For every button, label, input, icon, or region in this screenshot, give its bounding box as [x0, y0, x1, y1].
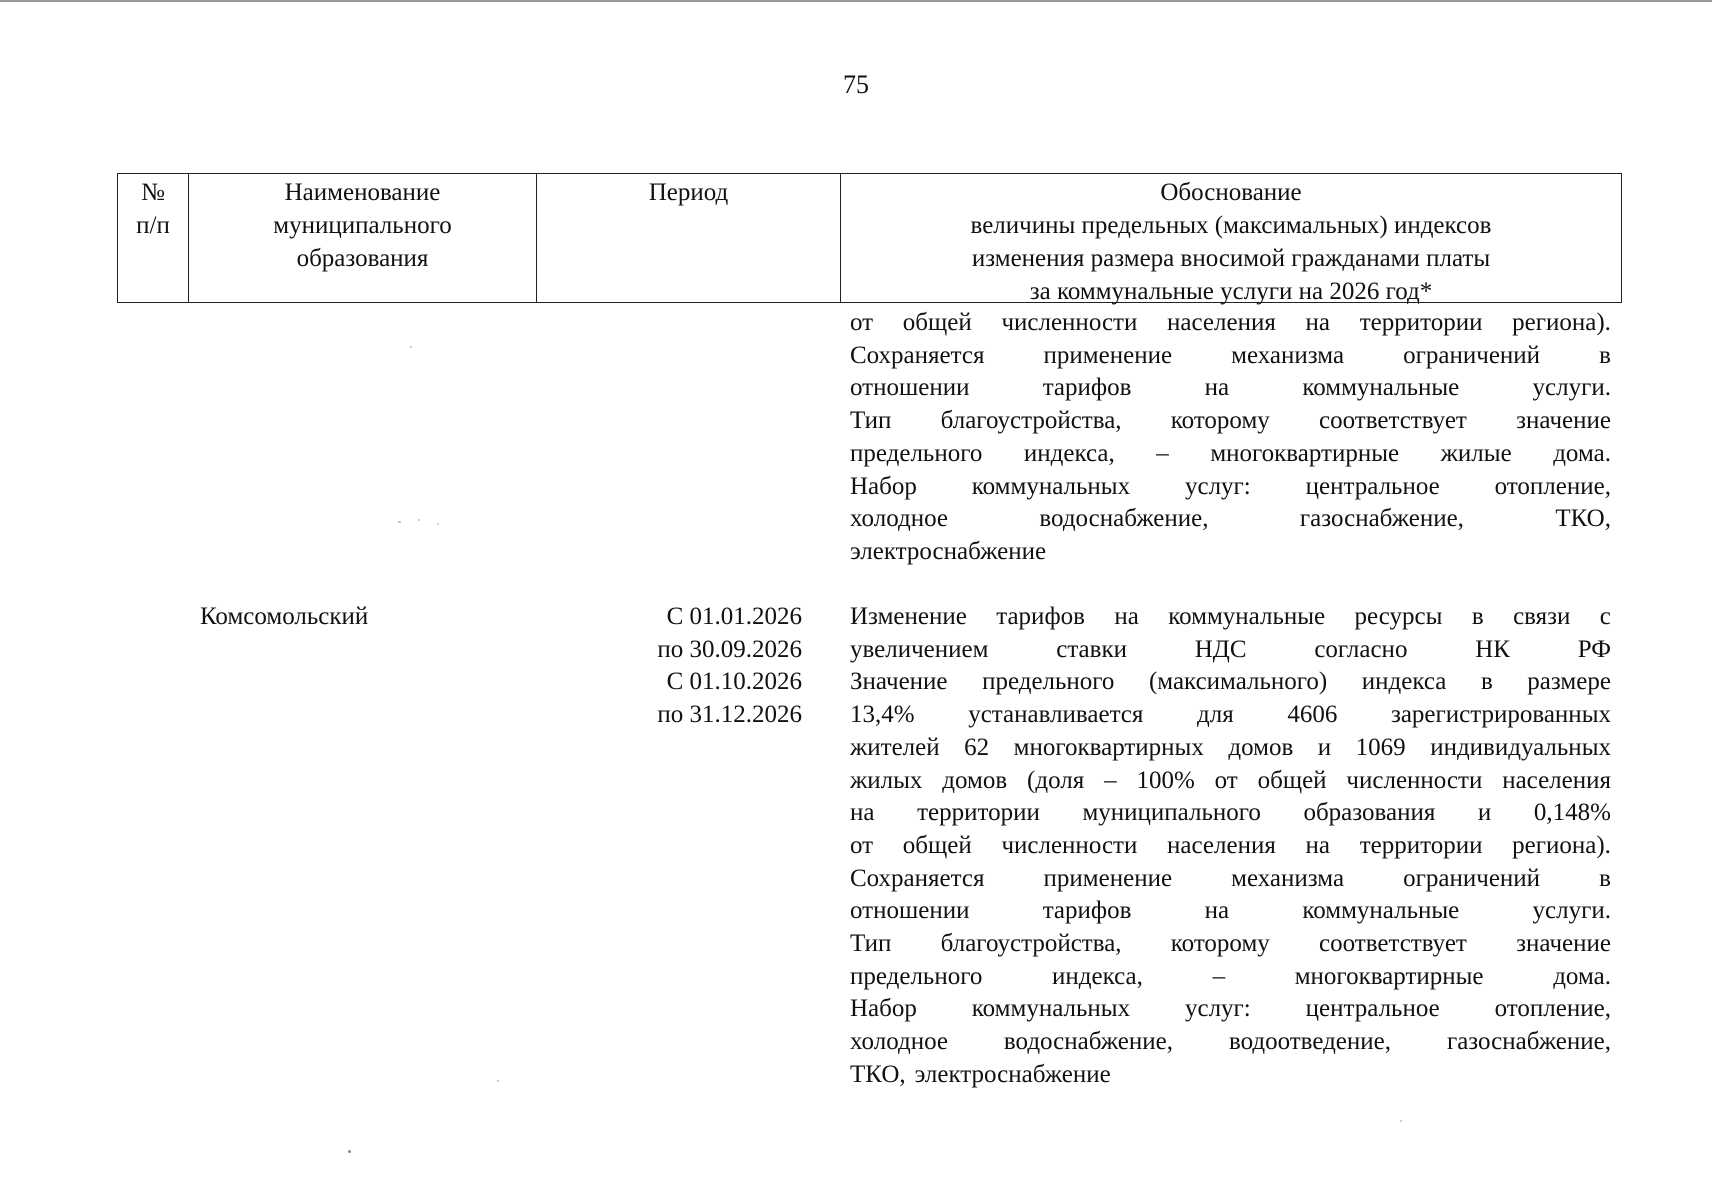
word: центральное	[1305, 995, 1440, 1023]
word: услуг:	[1184, 472, 1251, 500]
header-line: муниципального	[273, 212, 452, 239]
word: электроснабжение	[914, 1060, 1111, 1088]
word: коммунальные	[1302, 897, 1460, 925]
page-number: 75	[843, 70, 869, 99]
word: предельного	[850, 962, 983, 990]
header-line: образования	[296, 245, 429, 272]
word: для	[1197, 701, 1234, 729]
text-line	[850, 895, 1611, 928]
word: 100%	[1136, 766, 1195, 794]
word: водоснабжение,	[1003, 1028, 1173, 1056]
word: –	[1156, 439, 1169, 467]
text-line	[850, 634, 1611, 667]
word: на	[1204, 897, 1230, 925]
word: ставки	[1056, 635, 1127, 663]
word: благоустройства,	[940, 930, 1122, 958]
word: Значение	[850, 668, 948, 696]
period-cell	[570, 601, 802, 732]
header-line: п/п	[136, 212, 170, 239]
word: услуги.	[1532, 897, 1611, 925]
word: 1069	[1355, 733, 1406, 761]
text-line	[850, 928, 1611, 961]
word: ограничений	[1403, 341, 1541, 369]
word: индекса,	[1023, 439, 1115, 467]
word: жилых	[850, 766, 923, 794]
word: газоснабжение,	[1299, 505, 1464, 533]
word: механизма	[1231, 864, 1345, 892]
word: размере	[1527, 668, 1611, 696]
scan-speck	[437, 523, 439, 525]
word: многоквартирные	[1210, 439, 1400, 467]
word: ТКО,	[1555, 505, 1611, 533]
word: ограничений	[1403, 864, 1541, 892]
header-line: величины предельных (максимальных) индексов	[970, 212, 1492, 239]
header-line: за коммунальные услуги на 2026 год*	[1029, 278, 1433, 305]
text-line	[850, 765, 1611, 798]
word: применение	[1043, 341, 1173, 369]
word: индивидуальных	[1430, 733, 1611, 761]
table-header	[117, 173, 1622, 303]
word: и	[1477, 799, 1492, 827]
word: многоквартирные	[1294, 962, 1484, 990]
scan-speck	[497, 1080, 499, 1082]
scan-speck	[348, 1150, 351, 1153]
header-line: Наименование	[284, 179, 441, 206]
word: применение	[1043, 864, 1173, 892]
header-col-municipality	[189, 174, 537, 302]
header-col-justification	[841, 174, 1621, 305]
header-line: изменения размера вносимой гражданами платы	[971, 245, 1491, 272]
word: в	[1480, 668, 1493, 696]
word: услуг:	[1184, 995, 1251, 1023]
word: муниципального	[1082, 799, 1261, 827]
word: которому	[1170, 930, 1270, 958]
word: увеличением	[850, 635, 989, 663]
word: отношении	[850, 897, 970, 925]
word: общей	[902, 831, 972, 859]
word: значение	[1516, 930, 1611, 958]
period-line: С 01.10.2026	[666, 668, 802, 696]
word: на	[1114, 603, 1139, 630]
word: отопление,	[1494, 995, 1611, 1023]
word: значение	[1516, 407, 1611, 435]
scan-speck	[410, 346, 412, 348]
word: численности	[1001, 309, 1138, 336]
word: коммунальных	[971, 995, 1131, 1023]
text-line	[850, 1059, 1611, 1092]
word: индекса,	[1052, 962, 1143, 990]
word: общей	[902, 309, 972, 336]
word: отопление,	[1494, 472, 1611, 500]
period-line: по 31.12.2026	[657, 701, 802, 729]
word: Набор	[850, 472, 917, 500]
word: общей	[1257, 766, 1327, 794]
word: Изменение	[850, 603, 967, 630]
word: на	[850, 799, 875, 827]
word: региона).	[1512, 831, 1611, 859]
word: предельного	[982, 668, 1115, 696]
word: в	[1599, 341, 1611, 369]
word: тарифов	[1042, 374, 1132, 402]
text-line	[850, 601, 1611, 634]
word: –	[1212, 962, 1226, 990]
word: предельного	[850, 439, 983, 467]
text-line	[850, 830, 1611, 863]
text-line	[850, 405, 1611, 438]
word: территории	[917, 799, 1040, 827]
text-line	[850, 961, 1611, 994]
word: региона).	[1512, 309, 1611, 336]
word: территории	[1359, 309, 1483, 336]
word: жилые	[1440, 439, 1512, 467]
scan-top-edge	[0, 0, 1712, 2]
word: газоснабжение,	[1446, 1028, 1611, 1056]
word: НК	[1475, 635, 1510, 663]
word: НДС	[1194, 635, 1247, 663]
header-col-period	[537, 174, 841, 302]
word: которому	[1170, 407, 1270, 435]
word: территории	[1359, 831, 1483, 859]
word: центральное	[1305, 472, 1440, 500]
word: электроснабжение	[850, 537, 1047, 565]
municipality-name: Комсомольский	[200, 603, 369, 630]
word: ресурсы	[1354, 603, 1443, 630]
word: (доля	[1027, 766, 1085, 794]
word: от	[1214, 766, 1238, 794]
word: домов	[942, 766, 1008, 794]
period-line: по 30.09.2026	[657, 635, 802, 663]
word: ТКО,	[850, 1060, 906, 1088]
word: индекса	[1361, 668, 1447, 696]
text-line	[850, 1026, 1611, 1059]
scan-speck	[398, 521, 401, 523]
word: тарифов	[996, 603, 1085, 630]
header-line: Обоснование	[1160, 179, 1302, 206]
period-line: С 01.01.2026	[666, 603, 802, 630]
word: в	[1471, 603, 1484, 630]
word: Тип	[850, 930, 892, 958]
word: РФ	[1577, 635, 1611, 663]
word: услуги.	[1532, 374, 1611, 402]
word: зарегистрированных	[1390, 701, 1611, 729]
word: –	[1104, 766, 1117, 794]
text-line	[850, 666, 1611, 699]
header-col-number	[118, 174, 189, 302]
word: согласно	[1314, 635, 1408, 663]
word: устанавливается	[968, 701, 1144, 729]
word: механизма	[1231, 341, 1345, 369]
word: от	[850, 309, 874, 336]
text-line	[850, 372, 1611, 405]
word: отношении	[850, 374, 970, 402]
word: коммунальных	[971, 472, 1131, 500]
word: холодное	[850, 1028, 948, 1056]
word: численности	[1346, 766, 1483, 794]
word: населения	[1167, 831, 1276, 859]
text-line	[850, 307, 1611, 340]
word: дома.	[1553, 439, 1611, 467]
word: коммунальные	[1168, 603, 1326, 630]
word: образования	[1303, 799, 1436, 827]
word: на	[1305, 831, 1331, 859]
word: 4606	[1287, 701, 1338, 729]
text-line	[850, 993, 1611, 1026]
word: коммунальные	[1302, 374, 1460, 402]
word: водоотведение,	[1228, 1028, 1392, 1056]
word: и	[1317, 733, 1332, 761]
word: в	[1599, 864, 1611, 892]
word: Сохраняется	[850, 864, 985, 892]
scan-speck	[418, 519, 420, 521]
word: 0,148%	[1533, 799, 1611, 827]
word: Набор	[850, 995, 917, 1023]
word: с	[1599, 603, 1611, 630]
header-line: Период	[648, 179, 729, 206]
header-line: №	[141, 179, 165, 206]
word: численности	[1001, 831, 1138, 859]
word: соответствует	[1319, 407, 1467, 435]
text-line	[850, 536, 1611, 569]
word: населения	[1502, 766, 1611, 794]
word: холодное	[850, 505, 948, 533]
text-line	[850, 340, 1611, 373]
text-line	[850, 503, 1611, 536]
word: дома.	[1553, 962, 1611, 990]
text-line	[850, 732, 1611, 765]
word: тарифов	[1042, 897, 1132, 925]
word: (максимального)	[1148, 668, 1328, 696]
word: жителей	[850, 733, 940, 761]
word: от	[850, 831, 874, 859]
word: 13,4%	[850, 701, 915, 729]
text-line	[850, 471, 1611, 504]
word: на	[1305, 309, 1331, 336]
word: 62	[964, 733, 990, 761]
row-justification	[850, 601, 1611, 1092]
scan-speck	[1400, 1120, 1402, 1122]
text-line	[850, 797, 1611, 830]
word: водоснабжение,	[1039, 505, 1209, 533]
word: соответствует	[1319, 930, 1467, 958]
word: населения	[1167, 309, 1276, 336]
continuation-justification	[850, 307, 1611, 569]
word: многоквартирных	[1013, 733, 1204, 761]
word: домов	[1228, 733, 1294, 761]
word: на	[1204, 374, 1230, 402]
text-line	[850, 699, 1611, 732]
text-line	[850, 863, 1611, 896]
text-line	[850, 438, 1611, 471]
word: Тип	[850, 407, 892, 435]
word: связи	[1513, 603, 1571, 630]
word: Сохраняется	[850, 341, 985, 369]
word: благоустройства,	[940, 407, 1122, 435]
